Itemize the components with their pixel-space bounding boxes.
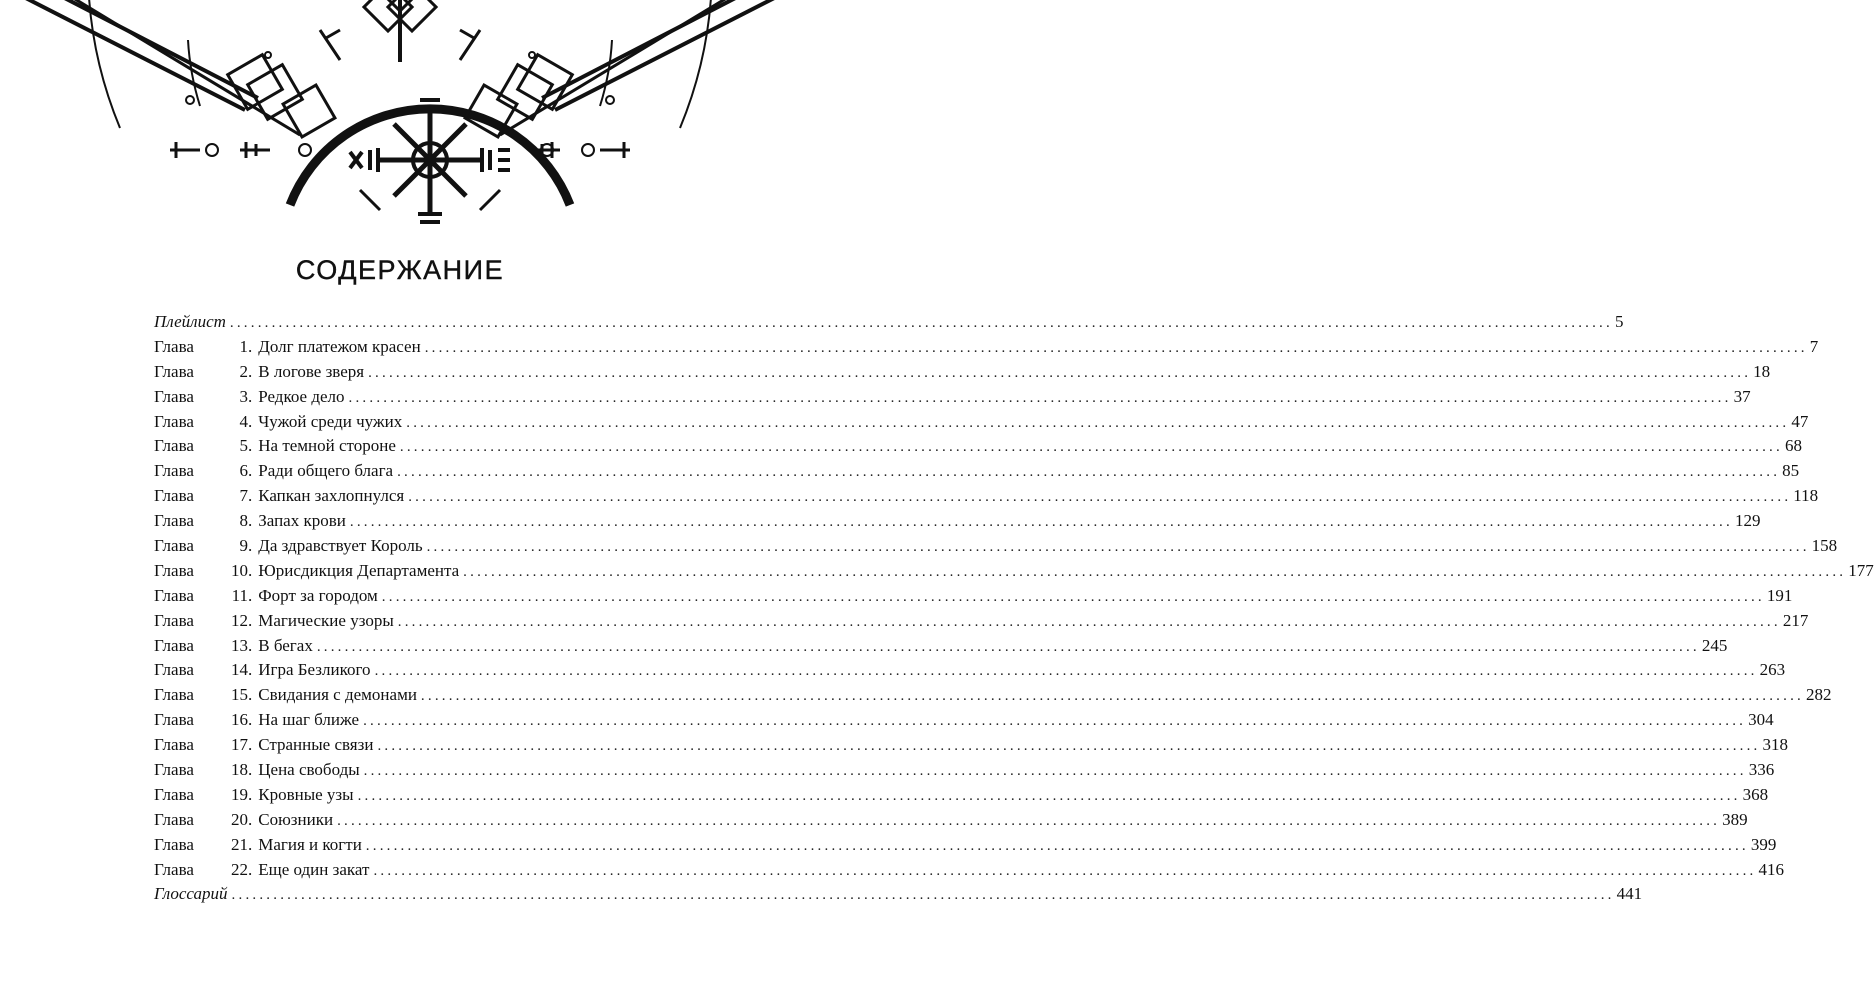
dot-leader: .......................................................................................................................................................................................................: [348, 389, 1732, 406]
chapter-word: Глава: [154, 585, 194, 605]
chapter-number: 17: [231, 735, 248, 755]
page-number: 389: [1722, 809, 1748, 829]
dot-leader: .......................................................................................................................................................................................................: [357, 787, 1741, 804]
chapter-title: Свидания с демонами: [258, 685, 417, 705]
dot-leader: .......................................................................................................................................................................................................: [426, 539, 1810, 556]
chapter-word: Глава: [154, 784, 194, 804]
chapter-number-dot: .: [248, 685, 253, 705]
chapter-number: 20: [231, 809, 248, 829]
chapter-number: 5: [239, 436, 248, 456]
page-number: 158: [1811, 536, 1838, 556]
dot-leader: .......................................................................................................................................................................................................: [408, 489, 1792, 506]
chapter-word: Глава: [154, 486, 194, 506]
toc-entry: [154, 360, 1771, 385]
chapter-title: Капкан захлопнулся: [258, 486, 405, 506]
decorative-emblem: [0, 0, 800, 240]
toc-entry: [154, 858, 1784, 883]
toc-entry: [154, 509, 1761, 534]
toc-entry: [154, 534, 1838, 559]
chapter-title: Форт за городом: [258, 585, 378, 605]
chapter-number-dot: .: [248, 386, 253, 406]
toc-entry: [154, 658, 1786, 683]
toc-entry: [154, 559, 1874, 584]
toc-entry: [154, 484, 1819, 509]
chapter-title: Ради общего блага: [258, 461, 394, 481]
dot-leader: .......................................................................................................................................................................................................: [337, 812, 1721, 829]
chapter-word: Глава: [154, 610, 194, 630]
toc-entry: [154, 783, 1769, 808]
chapter-word: Глава: [154, 760, 194, 780]
chapter-number-dot: .: [248, 411, 253, 431]
toc-entry: [154, 708, 1774, 733]
page-number: 118: [1793, 486, 1819, 506]
page-number: 368: [1742, 784, 1769, 804]
chapter-word: Глава: [154, 635, 194, 655]
chapter-number-dot: .: [248, 760, 253, 780]
dot-leader: .......................................................................................................................................................................................................: [365, 837, 1749, 854]
chapter-number: 13: [231, 635, 248, 655]
page-title: СОДЕРЖАНИЕ: [295, 255, 505, 285]
chapter-word: Глава: [154, 511, 194, 531]
chapter-title: Цена свободы: [258, 760, 360, 780]
page-number: 245: [1701, 635, 1728, 655]
toc-entry: [154, 882, 1643, 907]
chapter-word: Глава: [154, 685, 194, 705]
chapter-word: Глава: [154, 859, 194, 879]
chapter-number-dot: .: [248, 710, 253, 730]
page-number: 129: [1734, 511, 1761, 531]
chapter-number-dot: .: [248, 560, 253, 580]
toc-entry: [154, 683, 1832, 708]
dot-leader: .......................................................................................................................................................................................................: [397, 613, 1781, 630]
dot-leader: .......................................................................................................................................................................................................: [374, 663, 1758, 680]
chapter-title: Плейлист: [154, 312, 226, 331]
page-number: 282: [1805, 685, 1832, 705]
chapter-number: 21: [231, 834, 248, 854]
chapter-number: 8: [239, 511, 248, 531]
chapter-number-dot: .: [248, 461, 253, 481]
page-number: 7: [1809, 336, 1819, 356]
dot-leader: .......................................................................................................................................................................................................: [381, 588, 1765, 605]
chapter-number-dot: .: [248, 585, 253, 605]
chapter-number-dot: .: [248, 511, 253, 531]
page-number: 416: [1758, 859, 1784, 879]
chapter-word: Глава: [154, 361, 194, 381]
chapter-number-dot: .: [248, 361, 253, 381]
chapter-title: Кровные узы: [258, 784, 354, 804]
page-number: 217: [1782, 610, 1809, 630]
chapter-title: Юрисдикция Департамента: [258, 560, 460, 580]
toc-entry: [154, 733, 1789, 758]
chapter-number: 19: [231, 784, 248, 804]
chapter-title: Союзники: [258, 809, 334, 829]
chapter-number-dot: .: [248, 610, 253, 630]
chapter-title: Глоссарий: [154, 884, 228, 904]
chapter-number-dot: .: [248, 436, 253, 456]
dot-leader: .......................................................................................................................................................................................................: [349, 514, 1733, 531]
page-number: 177: [1848, 560, 1874, 580]
chapter-word: Глава: [154, 536, 194, 556]
dot-leader: .......................................................................................................................................................................................................: [316, 638, 1700, 655]
chapter-word: Глава: [154, 436, 194, 456]
dot-leader: .......................................................................................................................................................................................................: [231, 887, 1615, 904]
chapter-number-dot: .: [248, 635, 253, 655]
toc-entry: [154, 459, 1800, 484]
chapter-number-dot: .: [248, 486, 253, 506]
toc-entry: [154, 833, 1777, 858]
dot-leader: .......................................................................................................................................................................................................: [420, 688, 1804, 705]
chapter-title: Долг платежом красен: [258, 336, 421, 356]
chapter-number-dot: .: [248, 336, 253, 356]
chapter-title: Редкое дело: [258, 386, 345, 406]
chapter-number: 22: [231, 859, 248, 879]
toc-entry: [154, 758, 1775, 783]
toc-entry: [154, 310, 1624, 335]
chapter-word: Глава: [154, 461, 194, 481]
page-number: 399: [1750, 834, 1777, 854]
dot-leader: .......................................................................................................................................................................................................: [363, 713, 1747, 730]
toc-entry: [154, 434, 1802, 459]
chapter-word: Глава: [154, 660, 194, 680]
chapter-title: На темной стороне: [258, 436, 396, 456]
page-number: 441: [1616, 884, 1643, 904]
chapter-number: 7: [239, 486, 248, 506]
dot-leader: .......................................................................................................................................................................................................: [463, 563, 1847, 580]
chapter-title: Магические узоры: [258, 610, 394, 630]
chapter-number-dot: .: [248, 536, 253, 556]
chapter-number-dot: .: [248, 859, 253, 879]
page-number: 47: [1791, 411, 1809, 431]
toc-entry: [154, 634, 1728, 659]
chapter-title: В логове зверя: [258, 361, 365, 381]
page-number: 68: [1784, 436, 1802, 456]
chapter-number: 2: [239, 361, 248, 381]
chapter-number: 18: [231, 760, 248, 780]
dot-leader: .......................................................................................................................................................................................................: [377, 738, 1761, 755]
dot-leader: .......................................................................................................................................................................................................: [424, 339, 1808, 356]
chapter-title: Игра Безликого: [258, 660, 371, 680]
chapter-number-dot: .: [248, 660, 253, 680]
table-of-contents: [154, 310, 1874, 907]
toc-entry: [154, 808, 1748, 833]
chapter-word: Глава: [154, 386, 194, 406]
chapter-title: Запах крови: [258, 511, 346, 531]
page-number: 191: [1766, 585, 1793, 605]
chapter-number-dot: .: [248, 834, 253, 854]
toc-entry: [154, 609, 1809, 634]
chapter-number: 9: [239, 536, 248, 556]
chapter-title: Чужой среди чужих: [258, 411, 403, 431]
chapter-word: Глава: [154, 809, 194, 829]
chapter-number: 1: [239, 336, 248, 356]
chapter-number-dot: .: [248, 784, 253, 804]
dot-leader: .......................................................................................................................................................................................................: [406, 414, 1790, 431]
chapter-title: Еще один закат: [258, 859, 370, 879]
chapter-word: Глава: [154, 560, 194, 580]
chapter-title: На шаг ближе: [258, 710, 360, 730]
chapter-number: 10: [231, 560, 248, 580]
dot-leader: .......................................................................................................................................................................................................: [363, 763, 1747, 780]
chapter-number: 16: [231, 710, 248, 730]
page-number: 304: [1748, 710, 1774, 730]
toc-entry: [154, 335, 1819, 360]
chapter-number: 14: [231, 660, 248, 680]
chapter-title: В бегах: [258, 635, 313, 655]
page-number: 85: [1782, 461, 1800, 481]
chapter-word: Глава: [154, 411, 194, 431]
toc-entry: [154, 385, 1751, 410]
page-number: 336: [1748, 760, 1775, 780]
chapter-word: Глава: [154, 710, 194, 730]
dot-leader: .......................................................................................................................................................................................................: [373, 862, 1757, 879]
chapter-title: Странные связи: [258, 735, 374, 755]
chapter-number: 4: [239, 411, 248, 431]
chapter-number-dot: .: [248, 809, 253, 829]
dot-leader: .......................................................................................................................................................................................................: [399, 439, 1783, 456]
chapter-number-dot: .: [248, 735, 253, 755]
chapter-title: Магия и когти: [258, 834, 362, 854]
page-number: 37: [1733, 386, 1751, 406]
chapter-word: Глава: [154, 834, 194, 854]
dot-leader: .......................................................................................................................................................................................................: [397, 464, 1781, 481]
dot-leader: .......................................................................................................................................................................................................: [368, 364, 1752, 381]
chapter-number: 12: [231, 610, 248, 630]
chapter-number: 6: [239, 461, 248, 481]
chapter-number: 3: [239, 386, 248, 406]
page-number: 318: [1762, 735, 1789, 755]
chapter-title: Да здравствует Король: [258, 536, 423, 556]
chapter-word: Глава: [154, 735, 194, 755]
page-number: 5: [1614, 312, 1624, 331]
chapter-number: 15: [231, 685, 248, 705]
toc-entry: [154, 410, 1809, 435]
page-number: 263: [1759, 660, 1786, 680]
toc-entry: [154, 584, 1793, 609]
page-number: 18: [1753, 361, 1771, 381]
dot-leader: .......................................................................................................................................................................................................: [229, 315, 1613, 331]
chapter-word: Глава: [154, 336, 194, 356]
chapter-number: 11: [231, 585, 248, 605]
